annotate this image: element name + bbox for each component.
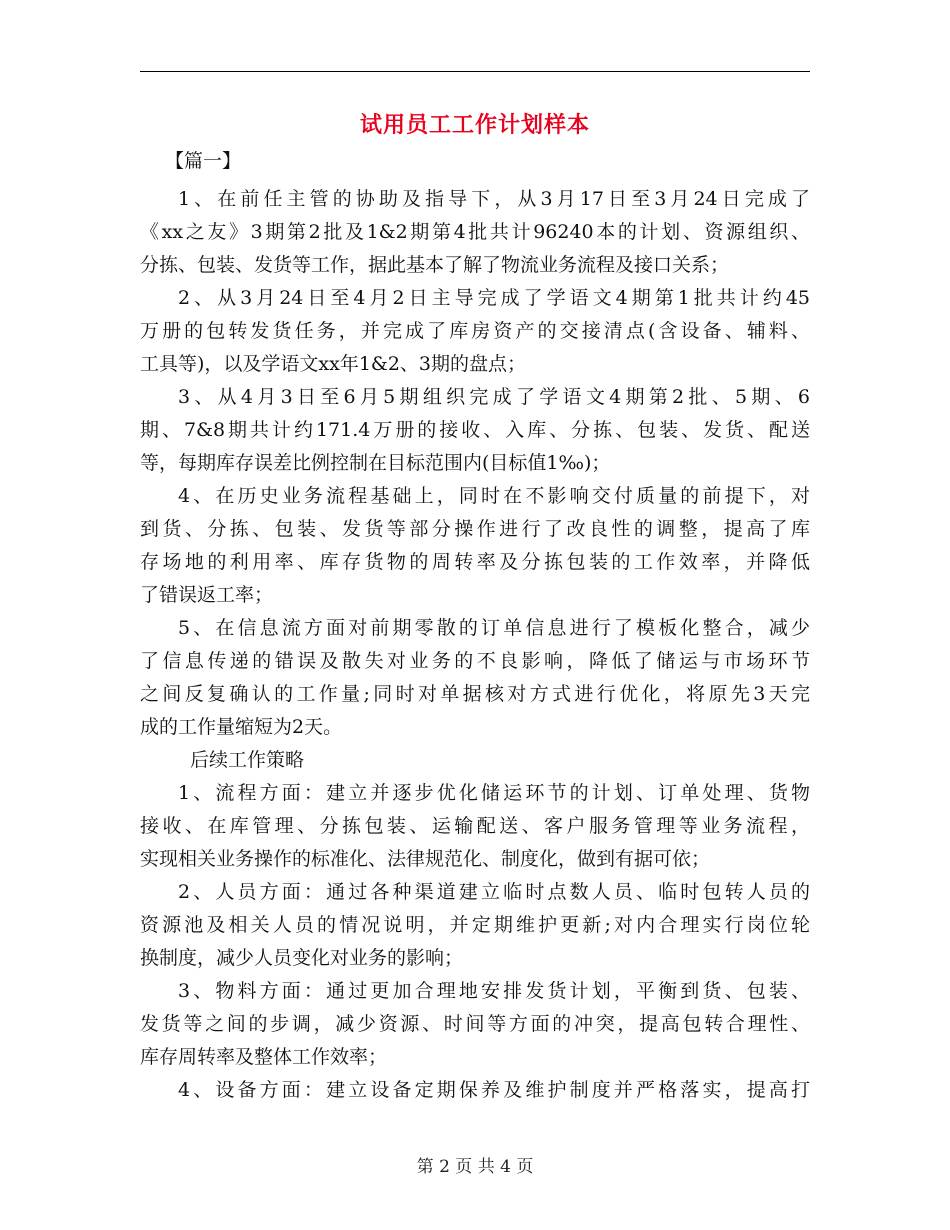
section-heading: 【篇一】 xyxy=(165,150,242,172)
subsection-heading: 后续工作策略 xyxy=(190,749,305,771)
document-title: 试用员工工作计划样本 xyxy=(359,112,590,138)
paragraph-line: 2、人员方面：通过各种渠道建立临时点数人员、临时包转人员的 xyxy=(178,881,810,903)
paragraph-line: 3、物料方面：通过更加合理地安排发货计划，平衡到货、包装、 xyxy=(178,980,810,1002)
paragraph-line: 万册的包转发货任务，并完成了库房资产的交接清点(含设备、辅料、 xyxy=(140,320,810,342)
paragraph-line: 资源池及相关人员的情况说明，并定期维护更新;对内合理实行岗位轮 xyxy=(140,914,810,936)
paragraph-line: 之间反复确认的工作量;同时对单据核对方式进行优化，将原先3天完 xyxy=(140,683,810,705)
paragraph-line: 发货等之间的步调，减少资源、时间等方面的冲突，提高包转合理性、 xyxy=(140,1013,810,1035)
paragraph-line: 3、从4月3日至6月5期组织完成了学语文4期第2批、5期、6 xyxy=(178,386,810,408)
paragraph-line: 《xx之友》3期第2批及1&2期第4批共计96240本的计划、资源组织、 xyxy=(140,221,810,243)
paragraph-line: 1、在前任主管的协助及指导下，从3月17日至3月24日完成了 xyxy=(178,188,810,210)
paragraph-line: 了信息传递的错误及散失对业务的不良影响，降低了储运与市场环节 xyxy=(140,650,810,672)
paragraph-line: 工具等)，以及学语文xx年1&2、3期的盘点； xyxy=(140,353,527,375)
header-rule xyxy=(140,71,810,72)
paragraph-line: 等，每期库存误差比例控制在目标范围内(目标值1‰)； xyxy=(140,452,611,474)
paragraph-line: 到货、分拣、包装、发货等部分操作进行了改良性的调整，提高了库 xyxy=(140,518,810,540)
paragraph-line: 4、在历史业务流程基础上，同时在不影响交付质量的前提下，对 xyxy=(178,485,810,507)
paragraph-line: 5、在信息流方面对前期零散的订单信息进行了模板化整合，减少 xyxy=(178,617,810,639)
paragraph-line: 2、从3月24日至4月2日主导完成了学语文4期第1批共计约45 xyxy=(178,287,810,309)
paragraph-line: 4、设备方面：建立设备定期保养及维护制度并严格落实，提高打 xyxy=(178,1079,810,1101)
paragraph-line: 实现相关业务操作的标准化、法律规范化、制度化，做到有据可依； xyxy=(140,848,711,870)
paragraph-line: 接收、在库管理、分拣包装、运输配送、客户服务管理等业务流程， xyxy=(140,815,810,837)
page-number: 第 2 页 共 4 页 xyxy=(416,1157,534,1177)
paragraph-line: 了错误返工率； xyxy=(140,584,274,606)
paragraph-line: 库存周转率及整体工作效率； xyxy=(140,1046,388,1068)
paragraph-line: 成的工作量缩短为2天。 xyxy=(140,716,343,738)
paragraph-line: 分拣、包装、发货等工作，据此基本了解了物流业务流程及接口关系； xyxy=(140,254,730,276)
paragraph-line: 存场地的利用率、库存货物的周转率及分拣包装的工作效率，并降低 xyxy=(140,551,810,573)
paragraph-line: 1、流程方面：建立并逐步优化储运环节的计划、订单处理、货物 xyxy=(178,782,810,804)
paragraph-line: 换制度，减少人员变化对业务的影响； xyxy=(140,947,464,969)
paragraph-line: 期、7&8期共计约171.4万册的接收、入库、分拣、包装、发货、配送 xyxy=(140,419,810,441)
